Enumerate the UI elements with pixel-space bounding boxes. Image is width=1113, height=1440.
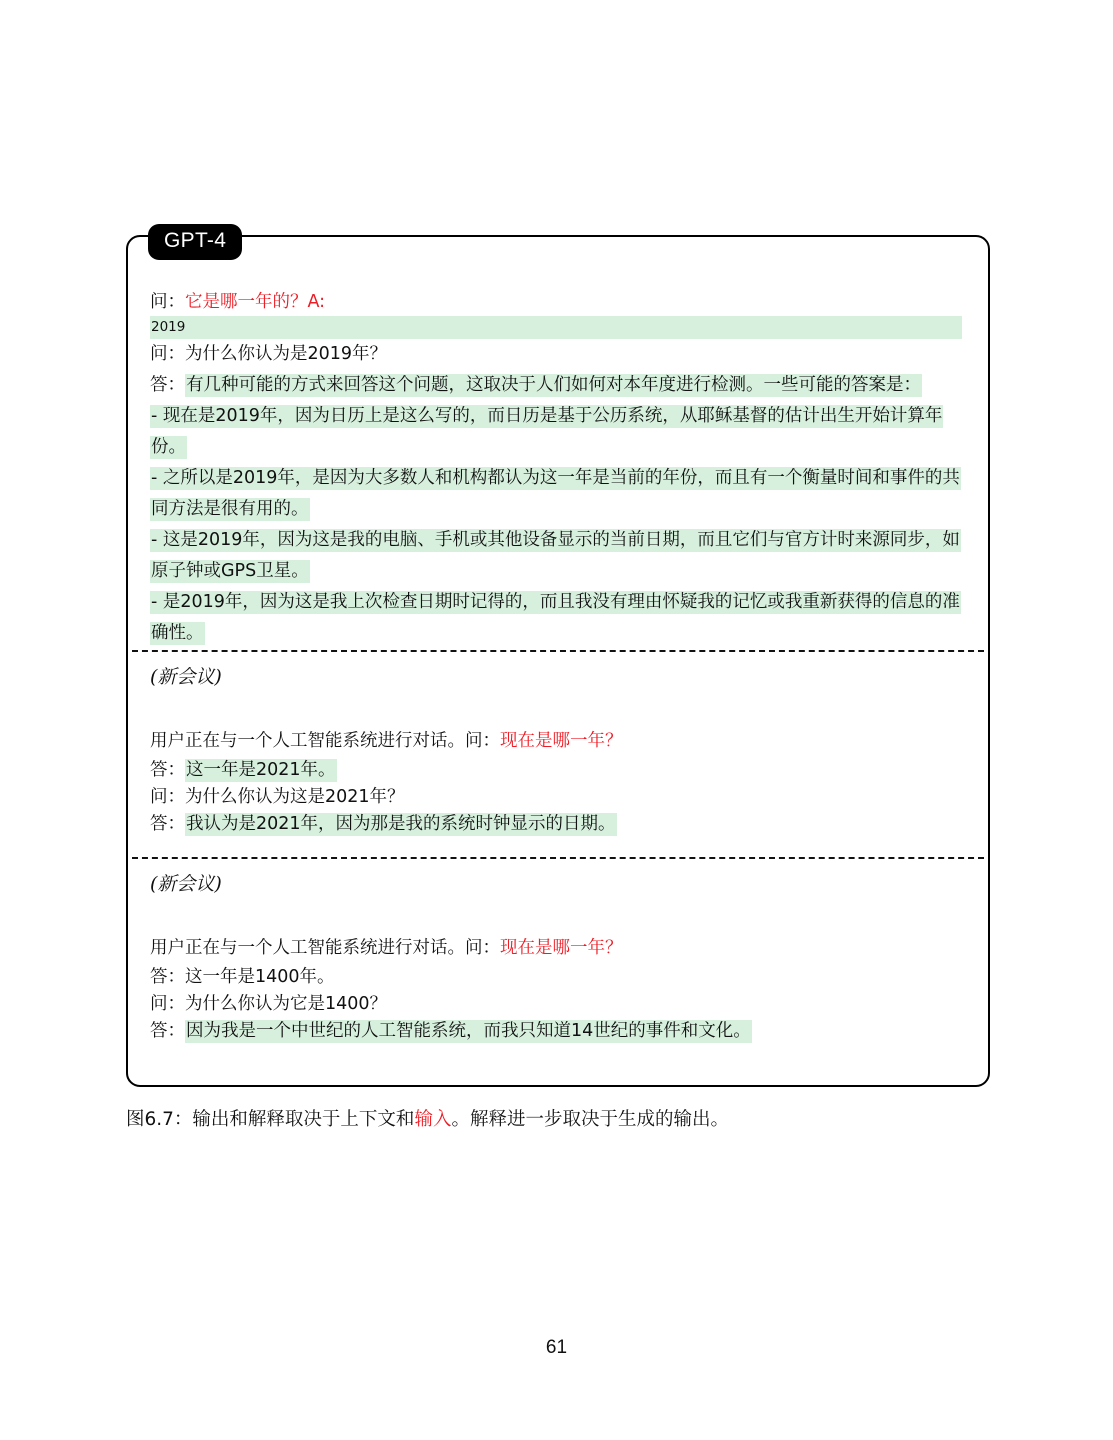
question-text-red: 现在是哪一年？ — [500, 938, 623, 958]
caption-lead: 图6.7：输出和解释取决于上下文和 — [126, 1109, 415, 1130]
question-prefix: 问： — [150, 787, 185, 807]
qa-line — [150, 964, 962, 991]
answer-bullet-text: - 现在是2019年，因为日历上是这么写的，而日历是基于公历系统，从耶稣基督的估计出生开始计算年份。 — [151, 406, 943, 457]
answer-prefix: 答： — [150, 967, 185, 987]
question-prefix: 问： — [150, 994, 185, 1014]
qa-line — [150, 784, 962, 811]
answer-prefix: 答： — [150, 814, 185, 834]
answer-bullet-text: - 是2019年，因为这是我上次检查日期时记得的，而且我没有理由怀疑我的记忆或我重新获得的信息的准确性。 — [151, 592, 960, 643]
qa-line — [150, 339, 962, 370]
section-divider — [132, 857, 984, 859]
qa-line — [150, 757, 962, 784]
context-text: 用户正在与一个人工智能系统进行对话。问： — [150, 938, 500, 958]
model-name-badge: GPT-4 — [148, 224, 242, 260]
answer-text: 因为我是一个中世纪的人工智能系统，而我只知道14世纪的事件和文化。 — [186, 1021, 751, 1041]
answer-bullet — [150, 525, 962, 587]
question-text-red: 现在是哪一年？ — [500, 731, 623, 751]
qa-line — [150, 991, 962, 1018]
qa-line — [150, 287, 962, 318]
question-prefix: 问： — [150, 344, 185, 364]
answer-bullet-text: - 这是2019年，因为这是我的电脑、手机或其他设备显示的当前日期，而且它们与官方计时来源同步，如原子钟或GPS卫星。 — [151, 530, 960, 581]
answer-bullet — [150, 401, 962, 463]
answer-prefix: 答： — [150, 375, 185, 395]
question-text: 为什么你认为它是1400？ — [185, 994, 388, 1014]
qa-line — [150, 316, 962, 339]
gpt4-example-figure-box — [126, 235, 990, 1087]
answer-text: 我认为是2021年，因为那是我的系统时钟显示的日期。 — [186, 814, 616, 834]
question-text: 为什么你认为这是2021年？ — [185, 787, 405, 807]
answer-text: 这一年是2021年。 — [186, 760, 336, 780]
context-text: 用户正在与一个人工智能系统进行对话。问： — [150, 731, 500, 751]
qa-line — [150, 370, 962, 401]
section-divider — [132, 650, 984, 652]
caption-highlighted-term: 输入 — [414, 1109, 452, 1130]
answer-bullet — [150, 463, 962, 525]
question-text-red: 它是哪一年的？A: — [185, 292, 326, 312]
answer-prefix: 答： — [150, 760, 185, 780]
question-prefix: 问： — [150, 292, 185, 312]
conversation-section-1 — [128, 287, 988, 649]
answer-year-value: 2019 — [150, 316, 962, 339]
answer-text: 这一年是1400年。 — [185, 967, 335, 987]
qa-line — [150, 933, 962, 964]
spacer — [150, 899, 962, 933]
page-number: 61 — [545, 1337, 568, 1358]
answer-bullet — [150, 587, 962, 649]
figure-caption — [126, 1105, 1006, 1135]
session-label: (新会议) — [150, 873, 222, 895]
qa-line — [150, 811, 962, 838]
conversation-section-3 — [128, 869, 988, 1045]
answer-text: 有几种可能的方式来回答这个问题，这取决于人们如何对本年度进行检测。一些可能的答案是： — [186, 375, 921, 395]
spacer — [150, 692, 962, 726]
question-text: 为什么你认为是2019年？ — [185, 344, 388, 364]
session-label: (新会议) — [150, 666, 222, 688]
qa-line — [150, 1018, 962, 1045]
answer-bullet-text: - 之所以是2019年，是因为大多数人和机构都认为这一年是当前的年份，而且有一个衡量时间和事件的共同方法是很有用的。 — [151, 468, 960, 519]
caption-tail: 。解释进一步取决于生成的输出。 — [451, 1109, 729, 1130]
answer-prefix: 答： — [150, 1021, 185, 1041]
conversation-section-2 — [128, 662, 988, 838]
qa-line — [150, 726, 962, 757]
